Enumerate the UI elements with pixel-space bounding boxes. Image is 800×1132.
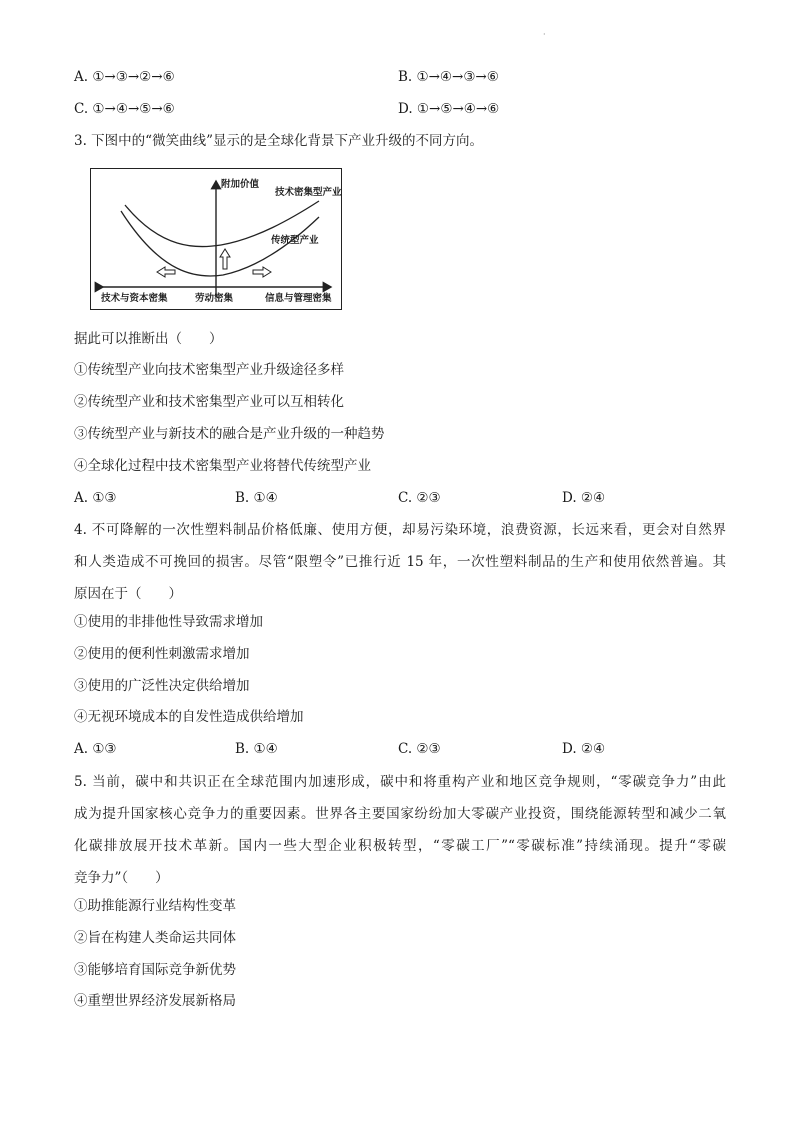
q3-statement-1: ①传统型产业向技术密集型产业升级途径多样 xyxy=(74,362,344,378)
q3-option-d[interactable]: D. ②④ xyxy=(562,490,606,506)
q5-statement-4: ④重塑世界经济发展新格局 xyxy=(74,993,236,1009)
q4-statement-3: ③使用的广泛性决定供给增加 xyxy=(74,678,250,694)
smile-curve-figure xyxy=(90,168,342,310)
q5-statement-3: ③能够培育国际竞争新优势 xyxy=(74,962,236,978)
q3-statement-4: ④全球化过程中技术密集型产业将替代传统型产业 xyxy=(74,458,371,474)
right-hollow-arrow xyxy=(253,267,271,277)
q2-option-b[interactable]: B. ①→④→③→⑥ xyxy=(398,69,499,85)
q2-option-c[interactable]: C. ①→④→⑤→⑥ xyxy=(74,101,175,117)
q2-option-d[interactable]: D. ①→⑤→④→⑥ xyxy=(398,101,500,117)
q3-option-c[interactable]: C. ②③ xyxy=(398,490,441,506)
curve-bottom-label: 传统型产业 xyxy=(271,235,319,246)
q4-line-3: 原因在于（ ） xyxy=(74,586,182,602)
up-hollow-arrow xyxy=(220,249,230,269)
q3-option-b[interactable]: B. ①④ xyxy=(235,490,278,506)
left-hollow-arrow xyxy=(157,267,175,277)
q4-option-d[interactable]: D. ②④ xyxy=(562,741,606,757)
q4-line-2: 和人类造成不可挽回的损害。尽管“限塑令”已推行近 15 年，一次性塑料制品的生产和使用依然普遍。其 xyxy=(74,554,726,570)
q3-option-a[interactable]: A. ①③ xyxy=(74,490,117,506)
q4-stem xyxy=(74,514,726,610)
scan-mark: · xyxy=(543,30,546,39)
x-mid-label: 劳动密集 xyxy=(195,293,234,304)
q4-statement-2: ②使用的便利性刺激需求增加 xyxy=(74,646,250,662)
q4-statement-1: ①使用的非排他性导致需求增加 xyxy=(74,614,263,630)
q5-statement-1: ①助推能源行业结构性变革 xyxy=(74,898,236,914)
q5-line-4: 竞争力”（ ） xyxy=(74,870,169,886)
q3-stem: 3. 下图中的“微笑曲线”显示的是全球化背景下产业升级的不同方向。 xyxy=(74,133,483,149)
x-left-label: 技术与资本密集 xyxy=(101,293,168,304)
q5-statement-2: ②旨在构建人类命运共同体 xyxy=(74,930,236,946)
q3-statement-2: ②传统型产业和技术密集型产业可以互相转化 xyxy=(74,394,344,410)
q4-statement-4: ④无视环境成本的自发性造成供给增加 xyxy=(74,709,304,725)
curve-top-label: 技术密集型产业 xyxy=(275,187,342,198)
q4-line-1: 4. 不可降解的一次性塑料制品价格低廉、使用方便，却易污染环境，浪费资源，长远来看，更会对自然界 xyxy=(74,522,726,538)
x-right-label: 信息与管理密集 xyxy=(265,293,332,304)
q4-option-a[interactable]: A. ①③ xyxy=(74,741,117,757)
y-axis-label: 附加价值 xyxy=(221,179,260,190)
q5-line-3: 化碳排放展开技术革新。国内一些大型企业积极转型，“零碳工厂”“零碳标准”持续涌现。提升“零碳 xyxy=(74,838,726,854)
q4-option-c[interactable]: C. ②③ xyxy=(398,741,441,757)
q5-line-2: 成为提升国家核心竞争力的重要因素。世界各主要国家纷纷加大零碳产业投资，围绕能源转型和减少二氧 xyxy=(74,806,726,822)
q2-option-a[interactable]: A. ①→③→②→⑥ xyxy=(74,69,175,85)
q5-stem xyxy=(74,766,726,894)
q3-question: 据此可以推断出（ ） xyxy=(74,331,223,347)
q5-line-1: 5. 当前，碳中和共识正在全球范围内加速形成，碳中和将重构产业和地区竞争规则，“零碳竞争力”由此 xyxy=(74,774,726,790)
q4-option-b[interactable]: B. ①④ xyxy=(235,741,278,757)
q3-statement-3: ③传统型产业与新技术的融合是产业升级的一种趋势 xyxy=(74,426,385,442)
